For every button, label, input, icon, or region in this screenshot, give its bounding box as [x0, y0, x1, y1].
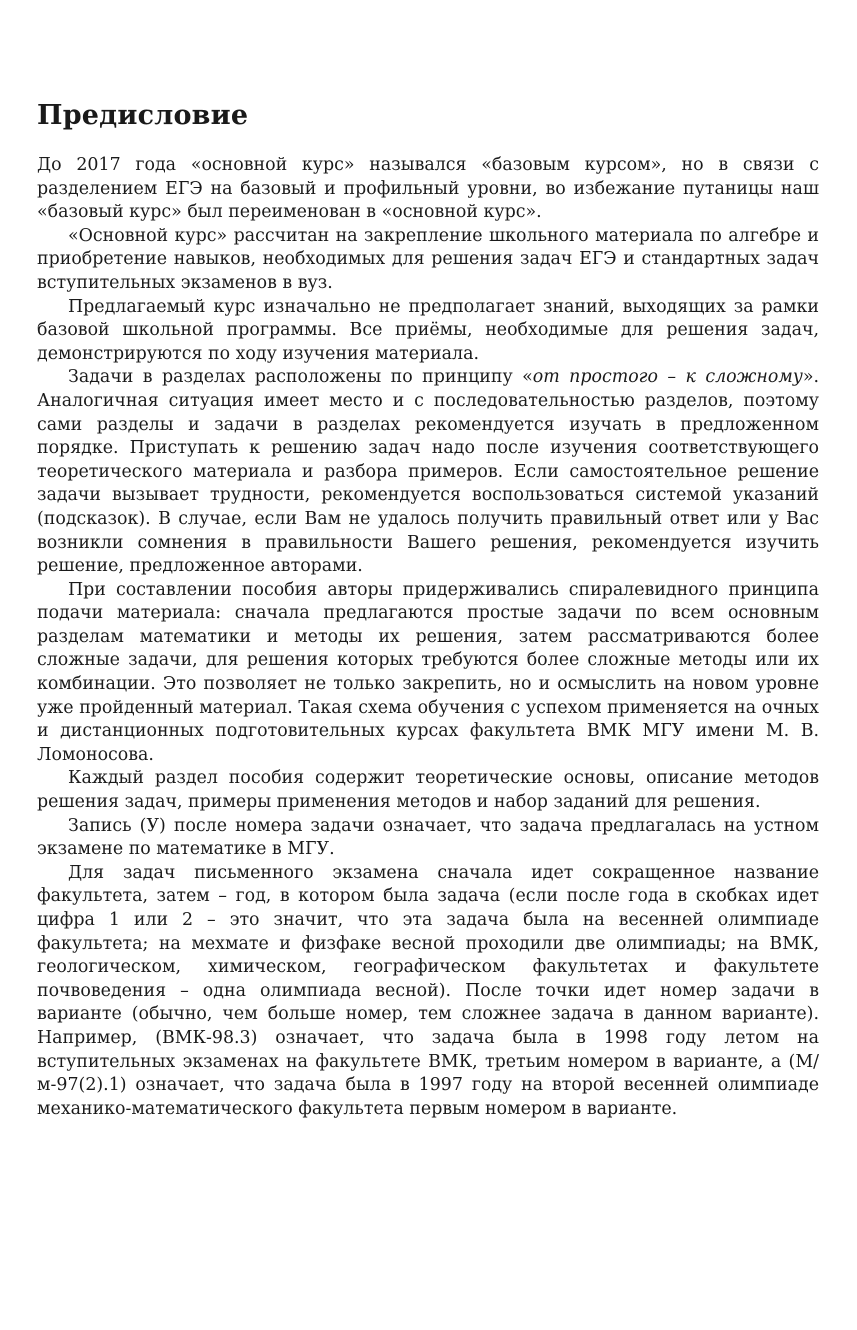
page-title: Предисловие	[37, 100, 249, 131]
preface-page	[37, 96, 819, 1121]
paragraph-4	[37, 366, 819, 578]
principle-emphasis: от простого – к сложному	[532, 367, 803, 388]
paragraph-5: При составлении пособия авторы придерживались спиралевидного принципа подачи материала: сначала предлагаются простые задачи по всем основным разделам математики и методы их решения, затем рассматриваются более сложные задачи, для решения которых требуются более сложные методы или их комбинации. Это позволяет не только закрепить, но и осмыслить на новом уровне уже пройденный материал. Такая схема обучения с успехом применяется на очных и дистанционных подготовительных курсах факультета ВМК МГУ имени М. В. Ломоносова.	[37, 579, 819, 765]
paragraph-8: Для задач письменного экзамена сначала идет сокращенное название факультета, затем – год, в котором была задача (если после года в скобках идет цифра 1 или 2 – это значит, что эта задача была на весенней олимпиаде факультета; на мехмате и физфаке весной проходили две олимпиады; на ВМК, геологическом, химическом, географическом факультетах и факультете почвоведения – одна олимпиада весной). После точки идет номер задачи в варианте (обычно, чем больше номер, тем сложнее задача в данном варианте). Например, (ВМК-98.3) означает, что задача была в 1998 году летом на вступительных экзаменах на факультете ВМК, третьим номером в варианте, а (М/м-97(2).1) означает, что задача была в 1997 году на второй весенней олимпиаде механико-математического факультета первым номером в варианте.	[37, 862, 819, 1119]
paragraph-7: Запись (У) после номера задачи означает, что задача предлагалась на устном экзамене по математике в МГУ.	[37, 815, 819, 860]
paragraph-3: Предлагаемый курс изначально не предполагает знаний, выходящих за рамки базовой школьной программы. Все приёмы, необходимые для решения задач, демонстрируются по ходу изучения материала.	[37, 296, 819, 364]
paragraph-6: Каждый раздел пособия содержит теоретические основы, описание методов решения задач, примеры применения методов и набор заданий для решения.	[37, 768, 819, 813]
paragraph-4-lead: Задачи в разделах расположены по принципу «	[68, 367, 533, 388]
paragraph-4-rest: ». Аналогичная ситуация имеет место и с последовательностью разделов, поэтому сами разделы и задачи в разделах рекомендуется изучать в предложенном порядке. Приступать к решению задач надо после изучения соответствующего теоретического материала и разбора примеров. Если самостоятельное решение задачи вызывает трудности, рекомендуется воспользоваться системой указаний (подсказок). В случае, если Вам не удалось получить правильный ответ или у Вас возникли сомнения в правильности Вашего решения, рекомендуется изучить решение, предложенное авторами.	[37, 367, 819, 577]
paragraph-2: «Основной курс» рассчитан на закрепление школьного материала по алгебре и приобретение навыков, необходимых для решения задач ЕГЭ и стандартных задач вступительных экзаменов в вуз.	[37, 225, 819, 293]
paragraph-1: До 2017 года «основной курс» назывался «базовым курсом», но в связи с разделением ЕГЭ на базовый и профильный уровни, во избежание путаницы наш «базовый курс» был переименован в «основной курс».	[37, 155, 819, 223]
